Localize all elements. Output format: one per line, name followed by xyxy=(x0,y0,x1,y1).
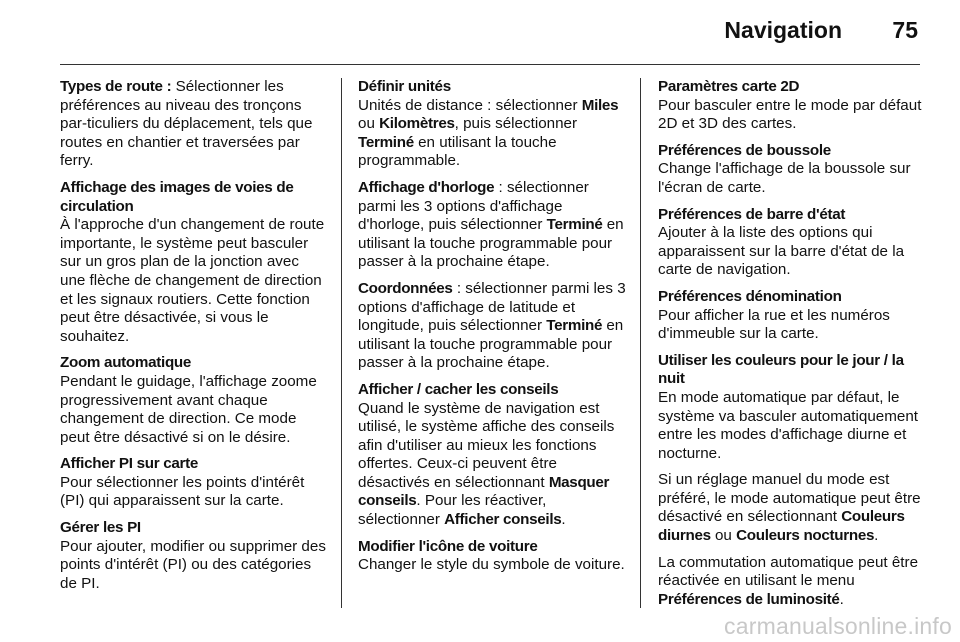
section-auto-reactivate xyxy=(658,554,926,610)
header-rule xyxy=(60,64,920,65)
section-manage-poi xyxy=(60,519,328,593)
section-heading: Afficher / cacher les conseils xyxy=(358,380,559,398)
section-show-poi xyxy=(60,455,328,511)
column-1 xyxy=(60,78,328,601)
column-divider-1 xyxy=(341,78,342,608)
column-2 xyxy=(358,78,626,583)
section-map-2d xyxy=(658,78,926,134)
section-compass xyxy=(658,142,926,198)
section-heading: Afficher PI sur carte xyxy=(60,455,199,473)
section-body: Pour sélectionner les points d'intérêt (PI) qui apparaissent sur la carte. xyxy=(60,473,305,510)
section-lane-images xyxy=(60,179,328,346)
watermark: carmanualsonline.info xyxy=(724,613,952,639)
text: . xyxy=(839,590,844,608)
section-heading: Préférences de barre d'état xyxy=(658,205,846,223)
section-body: À l'approche d'un changement de route importante, le système peut basculer sur un gros plan de la jonction avec une flèche de changement de direction et les signaux routiers. Cette fonction peut être désactivée, si vous le souhaitez. xyxy=(60,216,325,345)
keyword-km: Kilomètres xyxy=(379,115,455,133)
section-heading: Modifier l'icône de voiture xyxy=(358,537,538,555)
section-day-night xyxy=(658,352,926,464)
text: La commutation automatique peut être réactivée en utilisant le menu xyxy=(658,553,919,590)
page-header xyxy=(0,0,960,66)
section-body: Changer le style du symbole de voiture. xyxy=(358,556,625,574)
section-body: Ajouter à la liste des options qui apparaissent sur la barre d'état de la carte de navigation. xyxy=(658,224,905,279)
section-heading: Définir unités xyxy=(358,78,451,95)
section-auto-zoom xyxy=(60,354,328,447)
keyword-done: Terminé xyxy=(546,216,603,234)
keyword-done: Terminé xyxy=(358,133,414,151)
text: . Pour les réactiver, sélectionner xyxy=(358,492,547,529)
section-body xyxy=(358,400,626,530)
section-heading: Affichage d'horloge xyxy=(358,178,495,196)
section-heading: Zoom automatique xyxy=(60,354,192,372)
section-units xyxy=(358,78,626,171)
section-body: Sélectionner les préférences au niveau des tronçons par-ticuliers du déplacement, tels que routes en chantier et traversées par ferry. xyxy=(60,78,313,170)
keyword-brightness-prefs: Préférences de luminosité xyxy=(658,590,840,608)
keyword-show-tips: Afficher conseils xyxy=(444,511,562,529)
text: . xyxy=(561,511,566,529)
text: Si un réglage manuel du mode est préféré, le mode automatique peut être désactivé en sélectionnant xyxy=(658,471,921,526)
section-heading: Utiliser les couleurs pour le jour / la nuit xyxy=(658,351,904,388)
text: . xyxy=(874,527,879,545)
section-manual-mode xyxy=(658,471,926,545)
section-body: Pendant le guidage, l'affichage zoome progressivement avant chaque changement de direction. Ce mode peut être désactivé si on le désire. xyxy=(60,372,317,446)
column-3 xyxy=(658,78,926,617)
section-status-bar xyxy=(658,206,926,280)
text: : sélectionner parmi les 3 options d'affichage de latitude et longitude, puis sélectionner xyxy=(358,279,626,335)
section-heading: Coordonnées xyxy=(358,279,453,297)
section-heading: Préférences dénomination xyxy=(658,287,842,305)
keyword-done: Terminé xyxy=(546,317,603,335)
section-route-types xyxy=(60,78,328,171)
section-heading: Gérer les PI xyxy=(60,519,141,537)
text: en utilisant la touche programmable pour passer à la prochaine étape. xyxy=(358,317,624,372)
section-heading: Affichage des images de voies de circulation xyxy=(60,178,294,215)
text: ou xyxy=(710,527,737,545)
column-divider-2 xyxy=(640,78,641,608)
keyword-miles: Miles xyxy=(581,96,619,114)
section-body xyxy=(358,97,626,171)
section-heading: Paramètres carte 2D xyxy=(658,78,800,95)
section-car-icon xyxy=(358,538,626,575)
section-body: Pour basculer entre le mode par défaut 2D et 3D des cartes. xyxy=(658,96,922,133)
section-title: Navigation xyxy=(724,17,842,43)
section-body: Pour ajouter, modifier ou supprimer des points d'intérêt (PI) ou des catégories de PI. xyxy=(60,537,326,592)
section-heading: Types de route : xyxy=(60,78,172,95)
section-body: En mode automatique par défaut, le système va basculer automatiquement entre les modes d'affichage diurne et nocturne. xyxy=(658,388,919,462)
text: ou xyxy=(358,115,380,133)
section-tips xyxy=(358,381,626,530)
section-body: Pour afficher la rue et les numéros d'immeuble sur la carte. xyxy=(658,306,890,343)
text: en utilisant la touche programmable pour passer à la prochaine étape. xyxy=(358,216,624,271)
keyword-day-colors: Couleurs diurnes xyxy=(658,508,905,545)
section-body: Change l'affichage de la boussole sur l'écran de carte. xyxy=(658,160,911,196)
section-coordinates xyxy=(358,280,626,373)
section-heading: Préférences de boussole xyxy=(658,141,831,159)
text: en utilisant la touche programmable. xyxy=(358,133,557,170)
text: Quand le système de navigation est utilisé, le système affiche des conseils afin d'utiliser au mieux les fonctions offertes. Ceux-ci peuvent être désactivés en sélectionnant xyxy=(358,399,615,491)
section-naming xyxy=(658,288,926,344)
text: : sélectionner parmi les 3 options d'affichage d'horloge, puis sélectionner xyxy=(358,178,589,234)
keyword-night-colors: Couleurs nocturnes xyxy=(736,527,875,545)
section-clock xyxy=(358,179,626,272)
text: , puis sélectionner xyxy=(454,115,578,133)
text: Unités de distance : sélectionner xyxy=(358,96,582,114)
keyword-hide-tips: Masquer conseils xyxy=(358,473,610,510)
page-number: 75 xyxy=(892,17,918,43)
